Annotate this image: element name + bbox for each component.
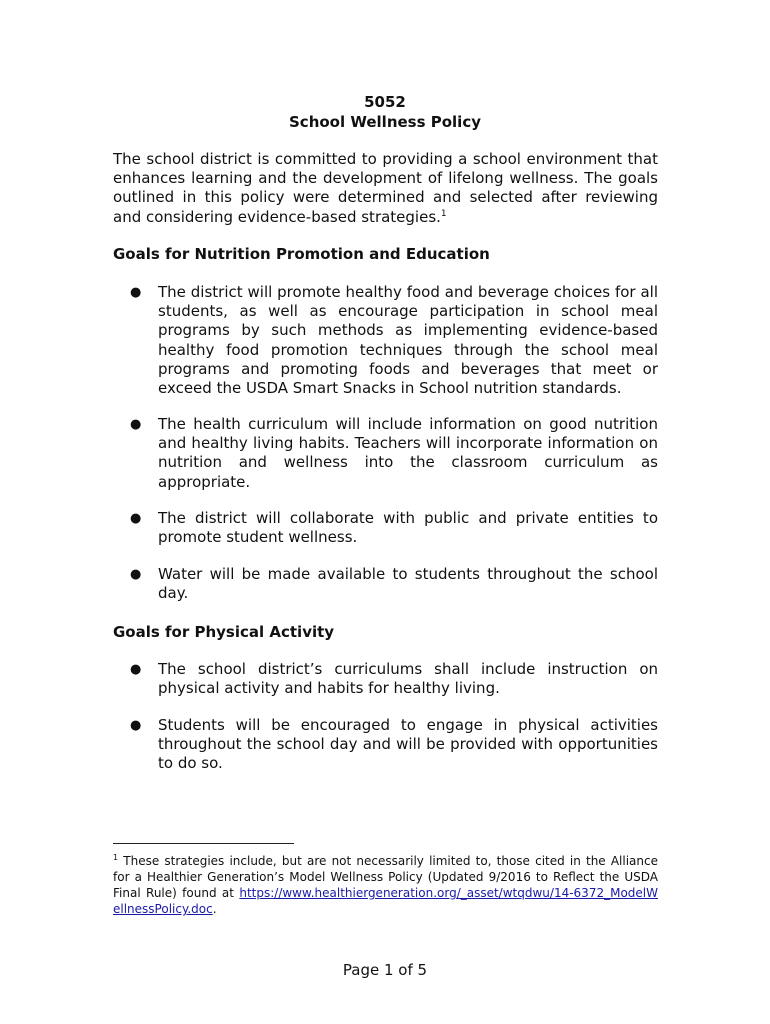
list-item-text: The health curriculum will include information on good nutrition and healthy living habits. Teachers will incorporate information on nutrition and wellness into the classroom curriculum as appropriate.: [158, 415, 658, 491]
page-number: Page 1 of 5: [342, 961, 428, 979]
bullet-icon: ●: [130, 718, 142, 733]
list-item: [130, 660, 658, 698]
bullet-icon: ●: [130, 511, 142, 526]
footnote-ref: 1: [440, 208, 447, 219]
list-item: [130, 716, 658, 774]
footnote-text: These strategies include, but are not necessarily limited to, those cited in the Alliance for a Healthier Generation’s Model Wellness Policy (Updated 9/2016 to Reflect the USDA Final Rule) found at: [113, 854, 658, 900]
intro-text: The school district is committed to providing a school environment that enhances learning and the development of lifelong wellness. The goals outlined in this policy were determined and selected after reviewing and considering evidence-based strategies.: [113, 150, 658, 226]
list-item: [130, 565, 658, 603]
bullet-icon: ●: [130, 285, 142, 300]
bullet-icon: ●: [130, 567, 142, 582]
list-item-text: The school district’s curriculums shall include instruction on physical activity and habits for healthy living.: [158, 660, 658, 698]
intro-paragraph: [113, 150, 658, 227]
footnote-divider: [113, 843, 294, 844]
list-item-text: Water will be made available to students throughout the school day.: [158, 565, 658, 603]
list-item-text: The district will collaborate with public and private entities to promote student wellness.: [158, 509, 658, 547]
list-item-text: The district will promote healthy food and beverage choices for all students, as well as encourage participation in school meal programs by such methods as implementing evidence-based healthy food promotion techniques through the school meal programs and promoting foods and beverages that meet or exceed the USDA Smart Snacks in School nutrition standards.: [158, 283, 658, 398]
footnote-trailing: .: [212, 902, 217, 916]
list-item: [130, 283, 658, 398]
list-item: [130, 509, 658, 547]
list-item-text: Students will be encouraged to engage in physical activities throughout the school day and will be provided with opportunities to do so.: [158, 716, 658, 773]
footnote-link[interactable]: https://www.healthiergeneration.org/_asset/wtqdwu/14-6372_ModelWellnessPolicy.doc: [113, 886, 658, 916]
section-heading-nutrition: Goals for Nutrition Promotion and Education: [113, 245, 490, 263]
footnote-marker: 1: [113, 853, 119, 862]
bullet-icon: ●: [130, 417, 142, 432]
bullet-icon: ●: [130, 662, 142, 677]
section-heading-physical-activity: Goals for Physical Activity: [113, 623, 335, 641]
footnote: [113, 853, 658, 917]
list-item: [130, 415, 658, 492]
policy-number: 5052: [364, 93, 406, 111]
page-title: School Wellness Policy: [289, 113, 481, 131]
